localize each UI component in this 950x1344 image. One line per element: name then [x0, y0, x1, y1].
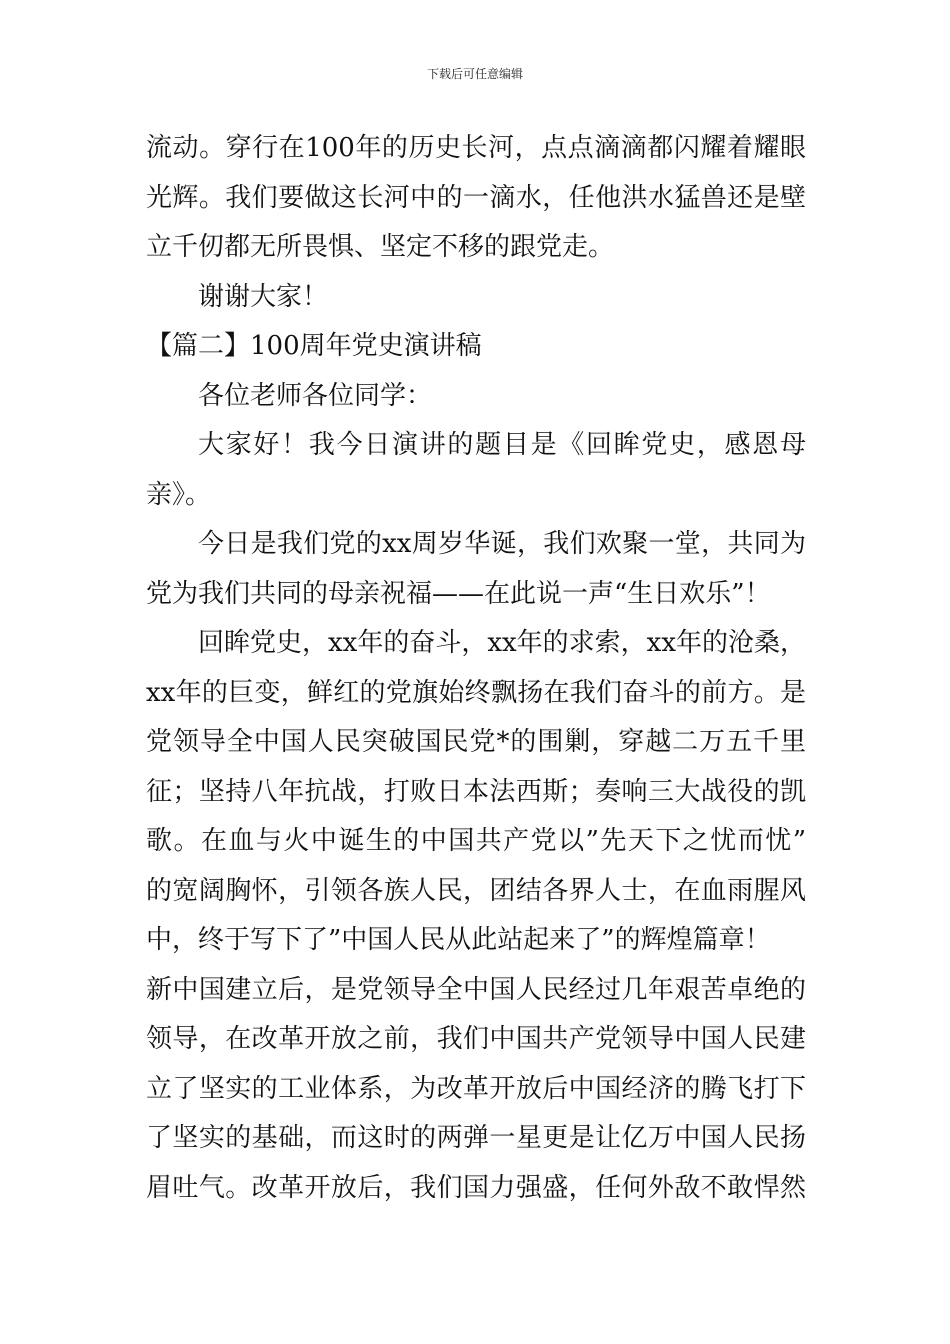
text-line: 今日是我们党的xx周岁华诞，我们欢聚一堂，共同为 — [198, 529, 806, 559]
text-line: 新中国建立后，是党领导全中国人民经过几年艰苦卓绝的 — [146, 974, 806, 1005]
text-line: 了坚实的基础，而这时的两弹一星更是让亿万中国人民扬 — [146, 1123, 806, 1153]
text-line: 党为我们共同的母亲祝福——在此说一声“生日欢乐”！ — [146, 578, 771, 609]
text-line: 亲》。 — [146, 479, 212, 510]
text-line: 光辉。我们要做这长河中的一滴水，任他洪水猛兽还是壁 — [146, 182, 806, 213]
text-line: 眉吐气。改革开放后，我们国力强盛，任何外敌不敢悍然 — [146, 1172, 806, 1203]
text-line: 歌。在血与火中诞生的中国共产党以”先天下之忧而忧” — [146, 826, 806, 856]
page-header: 下载后可任意编辑 — [426, 67, 523, 81]
text-line: 领导，在改革开放之前，我们中国共产党领导中国人民建 — [146, 1024, 806, 1054]
text-line: 立千仞都无所畏惧、坚定不移的跟党走。 — [146, 232, 615, 262]
text-line: 党领导全中国人民突破国民党*的围剿，穿越二万五千里 — [146, 727, 806, 757]
text-line: 【篇二】100周年党史演讲稿 — [146, 331, 482, 361]
text-line: 回眸党史，xx年的奋斗，xx年的求索，xx年的沧桑， — [198, 628, 806, 658]
text-line: 的宽阔胸怀，引领各族人民，团结各界人士，在血雨腥风 — [146, 875, 806, 906]
text-line: 谢谢大家！ — [198, 281, 329, 312]
text-line: 征；坚持八年抗战，打败日本法西斯；奏响三大战役的凯 — [146, 776, 806, 807]
text-line: 流动。穿行在100年的历史长河，点点滴滴都闪耀着耀眼 — [146, 133, 806, 163]
text-line: 中，终于写下了”中国人民从此站起来了”的辉煌篇章！ — [146, 925, 771, 955]
text-line: 立了坚实的工业体系，为改革开放后中国经济的腾飞打下 — [146, 1073, 806, 1104]
text-line: 大家好！我今日演讲的题目是《回眸党史，感恩母 — [198, 430, 806, 460]
text-line: 各位老师各位同学： — [198, 380, 433, 411]
document-body — [146, 124, 806, 1213]
text-line: xx年的巨变，鲜红的党旗始终飘扬在我们奋斗的前方。是 — [146, 677, 806, 708]
